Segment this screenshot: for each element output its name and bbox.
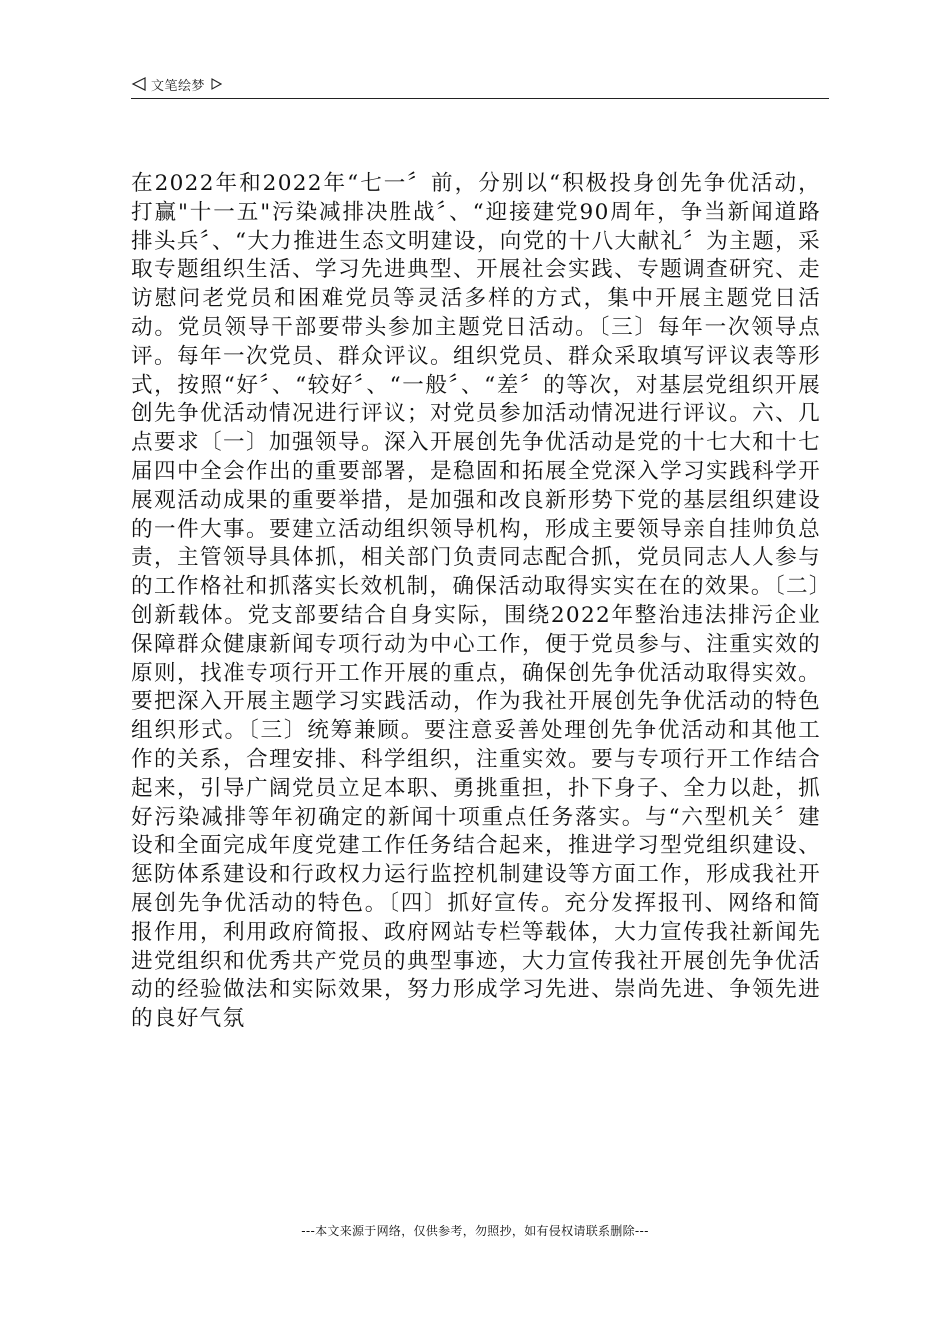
document-body: 在2022年和2022年“七一〞前，分别以“积极投身创先争优活动，打赢"十一五"污染减排决胜战〞、“迎接建党90周年，争当新闻道路排头兵〞、“大力推进生态文明建设，向党的十八大献礼〞为主题，采取专题组织生活、学习先进典型、开展社会实践、专题调查研究、走访慰问老党员和困难党员等灵活多样的方式，集中开展主题党日活动。党员领导干部要带头参加主题党日活动。〔三〕每年一次领导点评。每年一次党员、群众评议。组织党员、群众采取填写评议表等形式，按照“好〞、“较好〞、“一般〞、“差〞的等次，对基层党组织开展创先争优活动情况进行评议；对党员参加活动情况进行评议。六、几点要求〔一〕加强领导。深入开展创先争优活动是党的十七大和十七届四中全会作出的重要部署，是稳固和拓展全党深入学习实践科学开展观活动成果的重要举措，是加强和改良新形势下党的基层组织建设的一件大事。要建立活动组织领导机构，形成主要领导亲自挂帅负总责，主管领导具体抓，相关部门负责同志配合抓，党员同志人人参与的工作格社和抓落实长效机制，确保活动取得实实在在的效果。〔二〕创新载体。党支部要结合自身实际，围绕2022年整治违法排污企业保障群众健康新闻专项行动为中心工作，便于党员参与、注重实效的原则，找准专项行开工作开展的重点，确保创先争优活动取得实效。要把深入开展主题学习实践活动，作为我社开展创先争优活动的特色组织形式。〔三〕统筹兼顾。要注意妥善处理创先争优活动和其他工作的关系，合理安排、科学组织，注重实效。要与专项行开工作结合起来，引导广阔党员立足本职、勇挑重担，扑下身子、全力以赴，抓好污染减排等年初确定的新闻十项重点任务落实。与“六型机关〞建设和全面完成年度党建工作任务结合起来，推进学习型党组织建设、惩防体系建设和行政权力运行监控机制建设等方面工作，形成我社开展创先争优活动的特色。〔四〕抓好宣传。充分发挥报刊、网络和简报作用，利用政府简报、政府网站专栏等载体，大力宣传我社新闻先进党组织和优秀共产党员的典型事迹，大力宣传我社开展创先争优活动的经验做法和实际效果，努力形成学习先进、崇尚先进、争领先进的良好气氛 — [131, 171, 821, 1032]
header-title: 文笔绘梦 — [151, 78, 206, 94]
triangle-right-outline-icon — [211, 78, 222, 90]
header-brand — [131, 74, 829, 94]
footer-disclaimer: ---本文来源于网络，仅供参考，勿照抄，如有侵权请联系删除--- — [301, 1224, 649, 1238]
triangle-left-outline-icon — [131, 76, 147, 92]
page-header — [131, 74, 829, 99]
